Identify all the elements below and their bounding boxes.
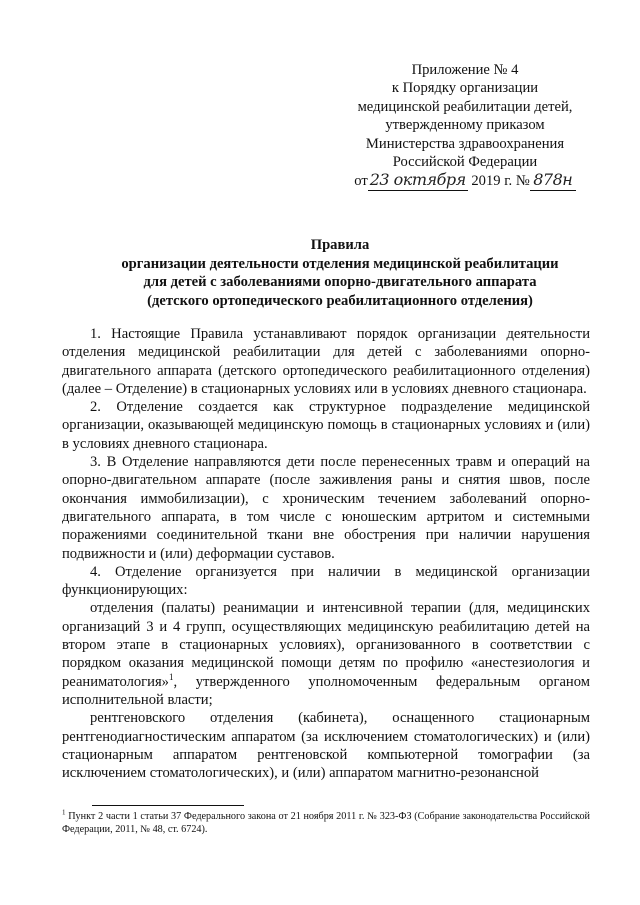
title-line-1: Правила xyxy=(310,237,370,253)
paragraph-5-tail: , утвержденного уполномоченным федеральным органом исполнительной власти; xyxy=(62,673,590,708)
paragraph-5 xyxy=(62,599,590,709)
footnote-text: Пункт 2 части 1 статьи 37 Федерального закона от 21 ноября 2011 г. № 323-ФЗ (Собрание законодательства Российской Федерации, 2011, № 48, ст. 6724). xyxy=(62,811,590,835)
paragraph-4: 4. Отделение организуется при наличии в медицинской организации функционирующих: xyxy=(62,563,590,599)
footnote xyxy=(62,810,590,836)
paragraph-3: 3. В Отделение направляются дети после перенесенных травм и операций на опорно-двигательном аппарате (после заживления раны и снятия швов, после окончания иммобилизации), с хроническим течением заболеваний опорно-двигательного аппарата, в том числе с юношеским артритом и системными поражениями соединительной ткани вне обострения при наличии нарушения подвижности и (или) деформации суставов. xyxy=(62,454,590,562)
document-title xyxy=(80,236,600,310)
appendix-line-4: утвержденному приказом xyxy=(385,117,545,134)
appendix-line-5: Министерства здравоохранения xyxy=(365,135,565,152)
title-line-4: (детского ортопедического реабилитационного отделения) xyxy=(147,292,533,309)
footnote-mark: 1 xyxy=(62,808,66,817)
appendix-number: Приложение № 4 xyxy=(411,62,519,78)
appendix-line-2: к Порядку организации xyxy=(391,80,539,97)
appendix-line-6: Российской Федерации xyxy=(392,154,538,171)
year-text: 2019 г. № xyxy=(471,173,530,190)
handwritten-order-number: 878н xyxy=(530,171,576,190)
footnote-separator xyxy=(92,805,244,806)
paragraph-1: 1. Настоящие Правила устанавливают порядок организации деятельности отделения медицинской реабилитации для детей с заболеваниями опорно-двигательного аппарата (детского ортопедического реабилитационного отделения) (далее – Отделение) в стационарных условиях или в условиях дневного стационара. xyxy=(62,326,590,397)
handwritten-date: 23 октября xyxy=(369,170,466,190)
paragraph-5-text: отделения (палаты) реанимации и интенсивной терапии (для, медицинских организаций 3 и 4 групп, осуществляющих медицинскую реабилитацию детей на втором этапе в стационарных условиях), организованного в соответствии с порядком оказания медицинской помощи детям по профилю «анестезиология и реаниматология» xyxy=(62,600,590,690)
paragraph-6: рентгеновского отделения (кабинета), оснащенного стационарным рентгенодиагностическим аппаратом (за исключением стоматологических) и (или) стационарным аппаратом рентгеновской компьютерной томографии (за исключением стоматологических), и (или) аппаратом магнитно-резонансной xyxy=(62,710,590,782)
title-line-2: организации деятельности отделения медицинской реабилитации xyxy=(121,255,559,272)
footnote-reference: 1 xyxy=(168,671,174,682)
order-date-line xyxy=(340,171,590,190)
appendix-header xyxy=(340,61,590,191)
title-line-3: для детей с заболеваниями опорно-двигательного аппарата xyxy=(143,274,537,291)
date-prefix: от xyxy=(354,173,368,190)
appendix-line-3: медицинской реабилитации детей, xyxy=(357,98,573,115)
paragraph-2: 2. Отделение создается как структурное подразделение медицинской организации, оказывающей медицинскую помощь в стационарных условиях и (или) в условиях дневного стационара. xyxy=(62,399,590,452)
document-body xyxy=(62,325,590,782)
